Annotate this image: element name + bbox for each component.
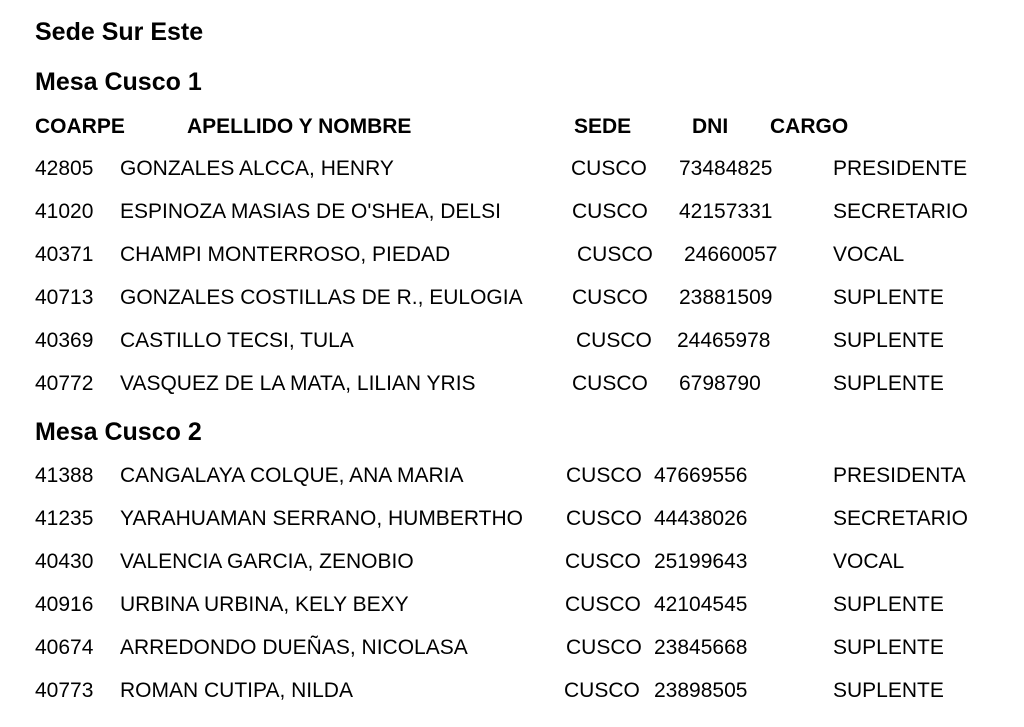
cell-dni: 23881509 [679, 286, 773, 309]
column-header-cargo: CARGO [770, 115, 849, 138]
cell-coarpe: 40369 [35, 329, 94, 352]
table-row [0, 241, 1024, 284]
table-row [0, 677, 1024, 720]
page-title: Sede Sur Este [35, 18, 204, 46]
cell-nombre: GONZALES COSTILLAS DE R., EULOGIA [120, 286, 523, 309]
cell-nombre: CASTILLO TECSI, TULA [120, 329, 354, 352]
cell-sede: CUSCO [566, 636, 642, 659]
cell-nombre: GONZALES ALCCA, HENRY [120, 157, 394, 180]
table-row [0, 284, 1024, 327]
cell-sede: CUSCO [571, 157, 647, 180]
cell-coarpe: 40773 [35, 679, 94, 702]
cell-cargo: SUPLENTE [833, 329, 944, 352]
cell-dni: 6798790 [679, 372, 761, 395]
cell-sede: CUSCO [576, 329, 652, 352]
cell-cargo: PRESIDENTA [833, 464, 966, 487]
cell-coarpe: 40916 [35, 593, 94, 616]
table-row [0, 370, 1024, 413]
cell-cargo: SUPLENTE [833, 286, 944, 309]
cell-sede: CUSCO [566, 464, 642, 487]
cell-coarpe: 40430 [35, 550, 94, 573]
column-header-coarpe: COARPE [35, 115, 125, 138]
cell-sede: CUSCO [572, 286, 648, 309]
table-row [0, 591, 1024, 634]
table-row [0, 505, 1024, 548]
cell-dni: 47669556 [654, 464, 748, 487]
cell-nombre: URBINA URBINA, KELY BEXY [120, 593, 409, 616]
cell-nombre: VALENCIA GARCIA, ZENOBIO [120, 550, 414, 573]
cell-coarpe: 40674 [35, 636, 94, 659]
cell-coarpe: 41388 [35, 464, 94, 487]
section-heading-mesa-2: Mesa Cusco 2 [35, 418, 202, 446]
cell-cargo: SUPLENTE [833, 679, 944, 702]
cell-cargo: SUPLENTE [833, 636, 944, 659]
cell-cargo: SECRETARIO [833, 200, 968, 223]
table-mesa-2 [0, 462, 1024, 720]
cell-coarpe: 41235 [35, 507, 94, 530]
cell-dni: 24465978 [677, 329, 771, 352]
cell-sede: CUSCO [565, 550, 641, 573]
cell-dni: 23898505 [654, 679, 748, 702]
cell-coarpe: 40371 [35, 243, 94, 266]
cell-dni: 23845668 [654, 636, 748, 659]
table-row [0, 155, 1024, 198]
table-row [0, 327, 1024, 370]
cell-nombre: VASQUEZ DE LA MATA, LILIAN YRIS [120, 372, 476, 395]
column-header-nombre: APELLIDO Y NOMBRE [187, 115, 412, 138]
table-row [0, 634, 1024, 677]
cell-cargo: SUPLENTE [833, 593, 944, 616]
cell-dni: 25199643 [654, 550, 748, 573]
table-mesa-1 [0, 155, 1024, 413]
cell-dni: 42104545 [654, 593, 748, 616]
cell-sede: CUSCO [572, 200, 648, 223]
table-row [0, 548, 1024, 591]
cell-dni: 44438026 [654, 507, 748, 530]
cell-sede: CUSCO [577, 243, 653, 266]
cell-nombre: CHAMPI MONTERROSO, PIEDAD [120, 243, 451, 266]
cell-cargo: VOCAL [833, 550, 905, 573]
cell-nombre: CANGALAYA COLQUE, ANA MARIA [120, 464, 464, 487]
cell-sede: CUSCO [564, 679, 640, 702]
cell-coarpe: 41020 [35, 200, 94, 223]
cell-sede: CUSCO [565, 593, 641, 616]
section-heading-mesa-1: Mesa Cusco 1 [35, 68, 202, 96]
cell-nombre: YARAHUAMAN SERRANO, HUMBERTHO [120, 507, 523, 530]
cell-sede: CUSCO [566, 507, 642, 530]
cell-cargo: PRESIDENTE [833, 157, 968, 180]
table-row [0, 198, 1024, 241]
table-row [0, 462, 1024, 505]
cell-coarpe: 40713 [35, 286, 94, 309]
cell-nombre: ARREDONDO DUEÑAS, NICOLASA [120, 636, 468, 659]
cell-cargo: VOCAL [833, 243, 905, 266]
cell-dni: 24660057 [684, 243, 778, 266]
cell-dni: 73484825 [679, 157, 773, 180]
column-header-dni: DNI [692, 115, 729, 138]
cell-cargo: SUPLENTE [833, 372, 944, 395]
column-header-sede: SEDE [574, 115, 632, 138]
cell-nombre: ESPINOZA MASIAS DE O'SHEA, DELSI [120, 200, 501, 223]
cell-coarpe: 42805 [35, 157, 94, 180]
cell-dni: 42157331 [679, 200, 773, 223]
cell-nombre: ROMAN CUTIPA, NILDA [120, 679, 353, 702]
cell-coarpe: 40772 [35, 372, 94, 395]
cell-cargo: SECRETARIO [833, 507, 968, 530]
cell-sede: CUSCO [572, 372, 648, 395]
